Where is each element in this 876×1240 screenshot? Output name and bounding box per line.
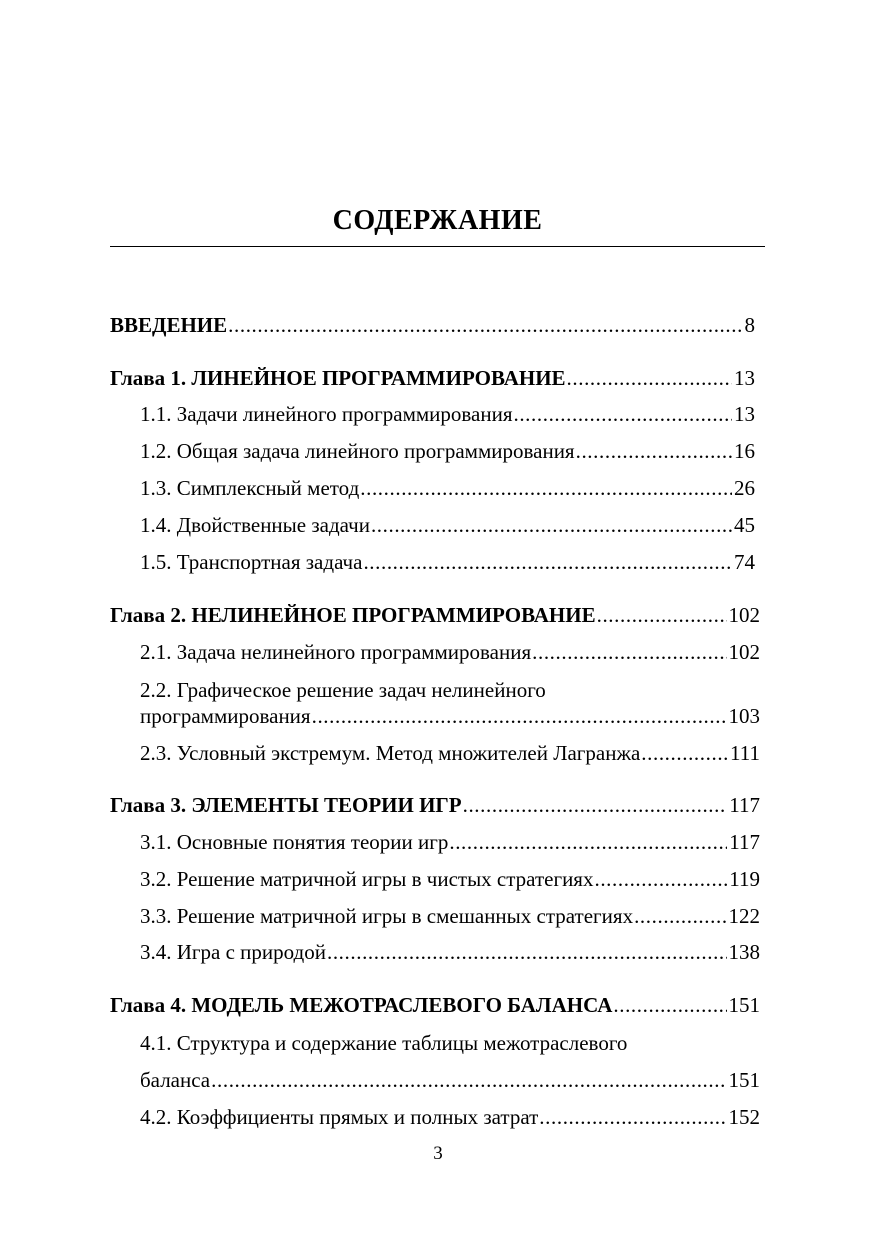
toc-entry-page: 13 bbox=[734, 402, 755, 426]
toc-entry-title: 1.5. Транспортная задача bbox=[140, 550, 363, 574]
toc-entry-page: 8 bbox=[744, 313, 755, 337]
toc-entry-page: 119 bbox=[729, 867, 760, 891]
toc-entry-chapter-3[interactable] bbox=[110, 792, 760, 818]
toc-entry-page: 152 bbox=[728, 1105, 760, 1129]
toc-entry-title: Глава 4. МОДЕЛЬ МЕЖОТРАСЛЕВОГО БАЛАНСА bbox=[110, 993, 613, 1017]
page-number: 3 bbox=[433, 1143, 443, 1164]
toc-entry-chapter-2[interactable] bbox=[110, 602, 760, 628]
dot-leader bbox=[576, 438, 732, 464]
toc-entry-3-3[interactable] bbox=[140, 903, 760, 929]
toc-entry-intro[interactable] bbox=[110, 312, 755, 338]
dot-leader bbox=[449, 829, 727, 855]
toc-entry-page: 151 bbox=[728, 993, 760, 1017]
toc-entry-title: 1.2. Общая задача линейного программирования bbox=[140, 439, 575, 463]
toc-entry-title: программирования bbox=[140, 704, 311, 728]
dot-leader bbox=[567, 365, 732, 391]
toc-entry-page: 122 bbox=[728, 904, 760, 928]
dot-leader bbox=[327, 939, 727, 965]
dot-leader bbox=[539, 1104, 726, 1130]
toc-entry-title: Глава 2. НЕЛИНЕЙНОЕ ПРОГРАММИРОВАНИЕ bbox=[110, 603, 596, 627]
toc-entry-title: 1.3. Симплексный метод bbox=[140, 476, 360, 500]
toc-entry-title: 3.2. Решение матричной игры в чистых стратегиях bbox=[140, 867, 594, 891]
toc-entry-page: 151 bbox=[728, 1068, 760, 1092]
dot-leader bbox=[513, 401, 732, 427]
dot-leader bbox=[360, 475, 732, 501]
toc-entry-3-4[interactable] bbox=[140, 939, 760, 965]
toc-entry-3-1[interactable] bbox=[140, 829, 760, 855]
toc-entry-page: 111 bbox=[730, 741, 760, 765]
toc-entry-page: 45 bbox=[734, 513, 755, 537]
toc-entry-page: 16 bbox=[734, 439, 755, 463]
toc-entry-title: 1.1. Задачи линейного программирования bbox=[140, 402, 513, 426]
toc-entry-page: 102 bbox=[728, 603, 760, 627]
toc-entry-page: 117 bbox=[729, 830, 760, 854]
dot-leader bbox=[312, 703, 727, 729]
toc-entry-2-3[interactable] bbox=[140, 740, 760, 766]
toc-entry-1-4[interactable] bbox=[140, 512, 755, 538]
toc-entry-page: 117 bbox=[729, 793, 760, 817]
toc-entry-page: 103 bbox=[728, 704, 760, 728]
toc-entry-page: 13 bbox=[734, 366, 755, 390]
toc-entry-title: ВВЕДЕНИЕ bbox=[110, 313, 228, 337]
toc-entry-chapter-1[interactable] bbox=[110, 365, 755, 391]
toc-entry-page: 138 bbox=[728, 940, 760, 964]
toc-entry-title: 3.4. Игра с природой bbox=[140, 940, 326, 964]
dot-leader bbox=[594, 866, 727, 892]
dot-leader bbox=[228, 312, 742, 338]
toc-entry-2-2[interactable] bbox=[140, 703, 760, 729]
toc-entry-title: 2.1. Задача нелинейного программирования bbox=[140, 640, 532, 664]
dot-leader bbox=[641, 740, 728, 766]
toc-entry-title: Глава 3. ЭЛЕМЕНТЫ ТЕОРИИ ИГР bbox=[110, 793, 462, 817]
dot-leader bbox=[634, 903, 726, 929]
toc-entry-4-2[interactable] bbox=[140, 1104, 760, 1130]
toc-entry-title: 3.3. Решение матричной игры в смешанных стратегиях bbox=[140, 904, 634, 928]
toc-entry-chapter-4[interactable] bbox=[110, 992, 760, 1018]
toc-entry-2-1[interactable] bbox=[140, 639, 760, 665]
toc-entry-title: баланса bbox=[140, 1068, 211, 1092]
toc-entry-4-1[interactable] bbox=[140, 1067, 760, 1093]
toc-entry-3-2[interactable] bbox=[140, 866, 760, 892]
toc-entry-2-2-line1[interactable]: 2.2. Графическое решение задач нелинейного bbox=[140, 678, 546, 702]
dot-leader bbox=[597, 602, 727, 628]
toc-entry-1-2[interactable] bbox=[140, 438, 755, 464]
toc-entry-page: 26 bbox=[734, 476, 755, 500]
toc-entry-title: 3.1. Основные понятия теории игр bbox=[140, 830, 449, 854]
toc-entry-title: Глава 1. ЛИНЕЙНОЕ ПРОГРАММИРОВАНИЕ bbox=[110, 366, 566, 390]
dot-leader bbox=[211, 1067, 726, 1093]
dot-leader bbox=[463, 792, 728, 818]
toc-entry-1-5[interactable] bbox=[140, 549, 755, 575]
toc-entry-title: 2.3. Условный экстремум. Метод множителей Лагранжа bbox=[140, 741, 641, 765]
toc-entry-title: 4.2. Коэффициенты прямых и полных затрат bbox=[140, 1105, 539, 1129]
page-title: СОДЕРЖАНИЕ bbox=[332, 205, 543, 236]
dot-leader bbox=[371, 512, 732, 538]
toc-entry-page: 102 bbox=[728, 640, 760, 664]
dot-leader bbox=[363, 549, 732, 575]
toc-entry-page: 74 bbox=[734, 550, 755, 574]
toc-entry-1-1[interactable] bbox=[140, 401, 755, 427]
toc-entry-4-1-line1[interactable]: 4.1. Структура и содержание таблицы межотраслевого bbox=[140, 1031, 628, 1055]
dot-leader bbox=[613, 992, 726, 1018]
dot-leader bbox=[532, 639, 726, 665]
toc-entry-1-3[interactable] bbox=[140, 475, 755, 501]
toc-entry-title: 1.4. Двойственные задачи bbox=[140, 513, 370, 537]
